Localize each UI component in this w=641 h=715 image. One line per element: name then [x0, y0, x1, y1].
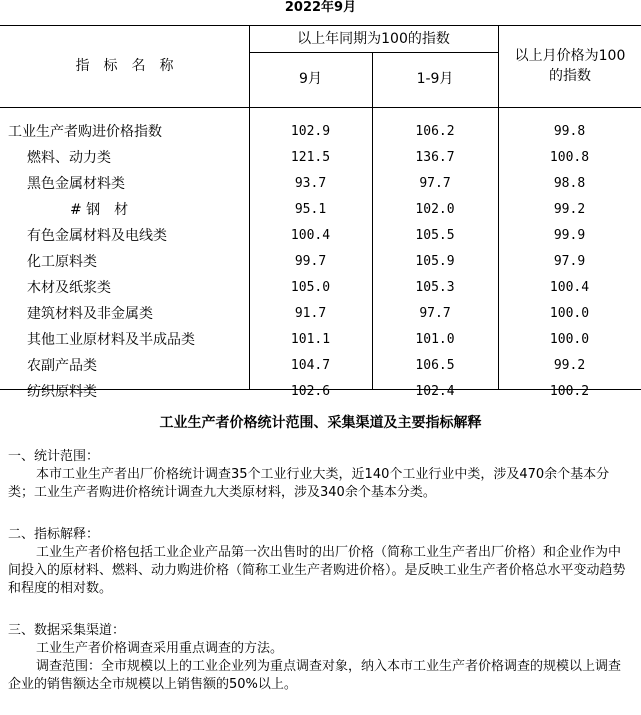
row-month-value: 100.4 [290, 228, 331, 243]
header-indicator-name: 指 标 名 称 [75, 58, 174, 74]
section-scope [8, 448, 633, 502]
table-row [0, 119, 641, 145]
row-ytd-value: 106.5 [415, 358, 455, 373]
row-ytd-value: 102.4 [415, 384, 455, 399]
row-name: 其他工业原材料及半成品类 [27, 332, 195, 348]
row-month-value: 91.7 [294, 306, 327, 321]
section-heading: 一、统计范围： [8, 449, 100, 464]
row-mom-value: 100.8 [549, 150, 590, 165]
header-mom: 以上月价格为100的指数 [514, 48, 626, 84]
price-index-table [0, 25, 641, 400]
table-row [0, 145, 641, 171]
row-month-value: 121.5 [290, 150, 331, 165]
row-month-value: 101.1 [290, 332, 331, 347]
row-ytd-value: 136.7 [415, 150, 455, 165]
table-row [0, 275, 641, 301]
table-row [0, 249, 641, 275]
table-row [0, 301, 641, 327]
header-yoy-group: 以上年同期为100的指数 [297, 31, 450, 47]
section-body: 工业生产者价格调查采用重点调查的方法。 [36, 641, 284, 656]
table-row [0, 197, 641, 223]
table-row [0, 171, 641, 197]
header-ytd: 1-9月 [416, 71, 454, 87]
header-bottom-border [0, 107, 641, 108]
row-name: 纺织原料类 [27, 384, 97, 400]
report-date: 2022年9月 [284, 0, 357, 15]
row-mom-value: 100.0 [549, 332, 590, 347]
row-ytd-value: 105.5 [415, 228, 455, 243]
section-definitions [8, 526, 633, 598]
row-ytd-value: 106.2 [415, 124, 455, 139]
row-month-value: 99.7 [294, 254, 327, 269]
row-mom-value: 99.2 [553, 358, 586, 373]
row-mom-value: 100.2 [549, 384, 590, 399]
row-name: 工业生产者购进价格指数 [8, 124, 162, 140]
row-name: # 钢 材 [70, 202, 129, 218]
row-name: 农副产品类 [27, 358, 97, 374]
row-mom-value: 100.0 [549, 306, 590, 321]
row-month-value: 105.0 [290, 280, 331, 295]
header-month: 9月 [299, 71, 322, 87]
section-body: 工业生产者价格包括工业企业产品第一次出售时的出厂价格（简称工业生产者出厂价格）和企业作为中间投入的原材料、燃料、动力购进价格（简称工业生产者购进价格）。是反映工业生产者价格总水平变动趋势和程度的相对数。 [8, 545, 626, 596]
row-name: 建筑材料及非金属类 [27, 306, 153, 322]
group-divider [249, 52, 498, 53]
row-ytd-value: 97.7 [419, 176, 451, 191]
row-ytd-value: 97.7 [419, 306, 451, 321]
row-mom-value: 99.2 [553, 202, 586, 217]
section-data-collection [8, 622, 633, 694]
table-row [0, 327, 641, 353]
section-heading: 二、指标解释： [8, 527, 100, 542]
row-name: 有色金属材料及电线类 [27, 228, 167, 244]
row-ytd-value: 101.0 [415, 332, 455, 347]
row-name: 化工原料类 [27, 254, 97, 270]
row-ytd-value: 102.0 [415, 202, 455, 217]
table-row [0, 223, 641, 249]
row-mom-value: 97.9 [553, 254, 586, 269]
section-body: 本市工业生产者出厂价格统计调查35个工业行业大类，近140个工业行业中类，涉及470余个基本分类；工业生产者购进价格统计调查九大类原材料，涉及340余个基本分类。 [8, 467, 610, 500]
row-month-value: 93.7 [294, 176, 327, 191]
row-name: 木材及纸浆类 [27, 280, 111, 296]
section-body: 调查范围：全市规模以上的工业企业列为重点调查对象，纳入本市工业生产者价格调查的规模以上调查企业的销售额达全市规模以上销售额的50%以上。 [8, 659, 622, 692]
row-month-value: 102.6 [290, 384, 331, 399]
row-mom-value: 98.8 [553, 176, 586, 191]
row-month-value: 102.9 [290, 124, 331, 139]
table-top-border [0, 25, 641, 26]
row-month-value: 104.7 [290, 358, 331, 373]
row-mom-value: 99.8 [553, 124, 586, 139]
row-ytd-value: 105.9 [415, 254, 455, 269]
notes-title: 工业生产者价格统计范围、采集渠道及主要指标解释 [159, 415, 482, 431]
row-month-value: 95.1 [294, 202, 327, 217]
row-name: 黑色金属材料类 [27, 176, 125, 192]
row-name: 燃料、动力类 [27, 150, 111, 166]
row-mom-value: 100.4 [549, 280, 590, 295]
row-ytd-value: 105.3 [415, 280, 455, 295]
table-row [0, 353, 641, 379]
explanatory-notes [0, 414, 641, 692]
section-heading: 三、数据采集渠道： [8, 623, 126, 638]
table-row [0, 379, 641, 405]
row-mom-value: 99.9 [553, 228, 586, 243]
